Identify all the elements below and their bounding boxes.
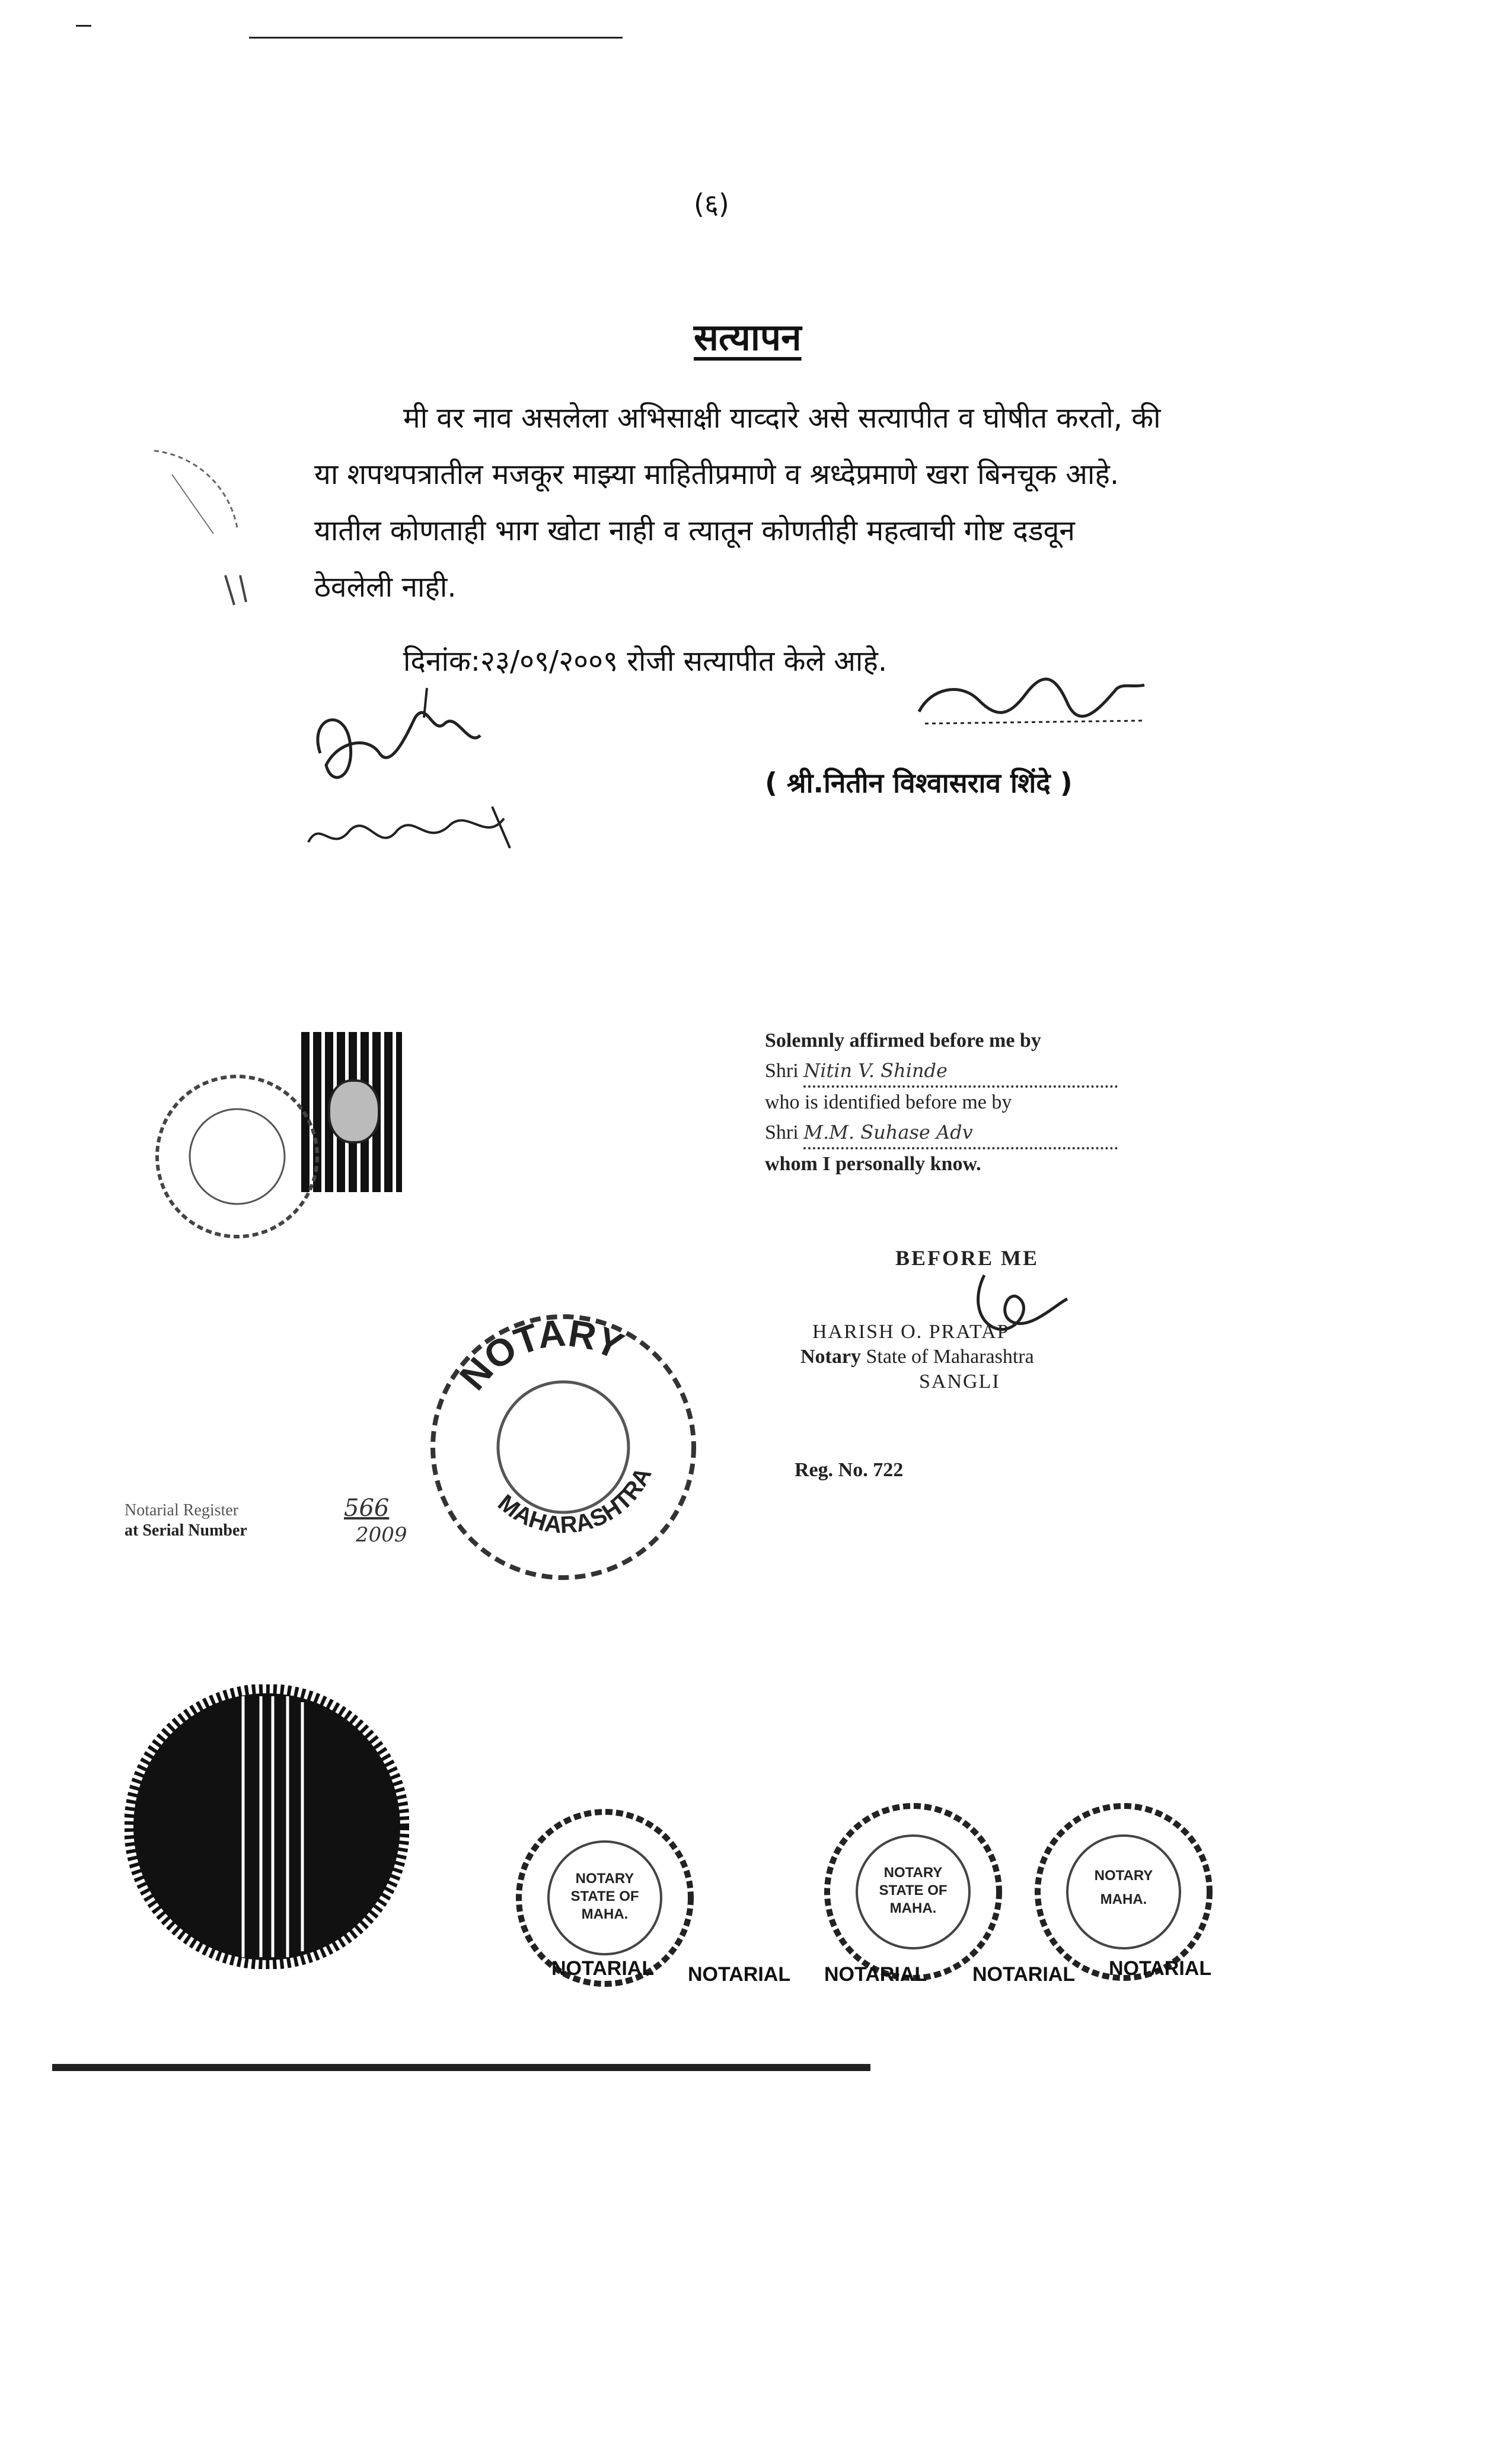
embossed-seal bbox=[125, 1684, 409, 1969]
seal-text: MAHA. bbox=[581, 1906, 629, 1922]
page-title: सत्यापन bbox=[694, 316, 802, 359]
verification-paragraph bbox=[314, 390, 1180, 616]
photo-face bbox=[328, 1079, 380, 1143]
attesting-signature bbox=[296, 682, 522, 884]
page-number: (६) bbox=[694, 188, 729, 220]
top-rule bbox=[249, 37, 623, 39]
notarial-label: NOTARIAL bbox=[972, 1963, 1076, 1986]
notarial-label: NOTARIAL bbox=[551, 1957, 655, 1980]
register-line: Notarial Register bbox=[125, 1501, 239, 1519]
seal-text: NOTARY bbox=[1094, 1868, 1153, 1884]
deponent-signature bbox=[907, 670, 1156, 735]
affirmation-block bbox=[765, 1026, 1144, 1179]
photo-seal bbox=[148, 1068, 326, 1245]
deponent-name: ( श्री.नितीन विश्वासराव शिंदे ) bbox=[765, 767, 1073, 799]
notary-block bbox=[800, 1320, 1034, 1394]
notarial-label: NOTARIAL bbox=[1109, 1957, 1212, 1980]
registration-number: Reg. No. 722 bbox=[795, 1459, 904, 1481]
notarial-label: NOTARIAL bbox=[824, 1963, 927, 1986]
bottom-rule bbox=[52, 2064, 870, 2071]
deponent-handwritten: Nitin V. Shinde bbox=[803, 1056, 1118, 1088]
seal-text: MAHA. bbox=[889, 1900, 937, 1916]
paragraph-line: यातील कोणताही भाग खोटा नाही व त्यातून कोणतीही महत्वाची गोष्ट दडवून bbox=[314, 514, 1075, 547]
stamp-arc-text: NOTARY bbox=[451, 1311, 630, 1398]
seal-text: MAHA. bbox=[1100, 1891, 1147, 1907]
stamp-arc-bottom-text: MAHARASHTRA bbox=[493, 1463, 657, 1538]
notary-round-stamp bbox=[409, 1293, 717, 1601]
paragraph-line: ठेवलेली नाही. bbox=[314, 571, 457, 604]
date-line: दिनांक:२३/०९/२००९ रोजी सत्यापीत केले आहे. bbox=[403, 645, 888, 678]
notary-name: HARISH O. PRATAP bbox=[812, 1321, 1010, 1343]
before-me-heading: BEFORE ME bbox=[895, 1246, 1039, 1270]
register-year: 2009 bbox=[356, 1523, 407, 1547]
register-label: at Serial Number bbox=[125, 1521, 247, 1540]
notary-title bbox=[800, 1345, 1034, 1369]
notary-state: State of Maharashtra bbox=[866, 1346, 1034, 1368]
shri-label: Shri bbox=[765, 1122, 799, 1143]
register-line-bold bbox=[125, 1521, 247, 1541]
affirmation-shri2-row bbox=[765, 1117, 1144, 1149]
affirmation-line: who is identified before me by bbox=[765, 1091, 1012, 1113]
corner-mark bbox=[76, 25, 91, 27]
paragraph-line: या शपथपत्रातील मजकूर माझ्या माहितीप्रमाणे व श्रध्देप्रमाणे खरा बिनचूक आहे. bbox=[314, 458, 1119, 491]
notary-seal-2 bbox=[818, 1797, 1008, 1987]
notarial-label: NOTARIAL bbox=[688, 1963, 791, 1986]
seal-text: STATE OF bbox=[570, 1888, 639, 1904]
seal-text: NOTARY bbox=[883, 1865, 943, 1881]
shri-label: Shri bbox=[765, 1060, 799, 1082]
identifier-handwritten: M.M. Suhase Adv bbox=[803, 1117, 1118, 1149]
register-entry bbox=[125, 1501, 247, 1541]
paragraph-line: मी वर नाव असलेला अभिसाक्षी याव्दारे असे सत्यापीत व घोषीत करतो, की bbox=[403, 402, 1161, 435]
partial-stamp bbox=[136, 427, 255, 617]
affirmation-line: Solemnly affirmed before me by bbox=[765, 1030, 1041, 1052]
register-number: 566 bbox=[344, 1495, 390, 1522]
seal-text: STATE OF bbox=[879, 1882, 948, 1898]
notary-place: SANGLI bbox=[919, 1371, 1000, 1393]
affirmation-shri-row bbox=[765, 1056, 1144, 1088]
seal-text: NOTARY bbox=[575, 1871, 634, 1887]
notary-label: Notary bbox=[800, 1346, 861, 1368]
affirmation-line: whom I personally know. bbox=[765, 1153, 981, 1175]
